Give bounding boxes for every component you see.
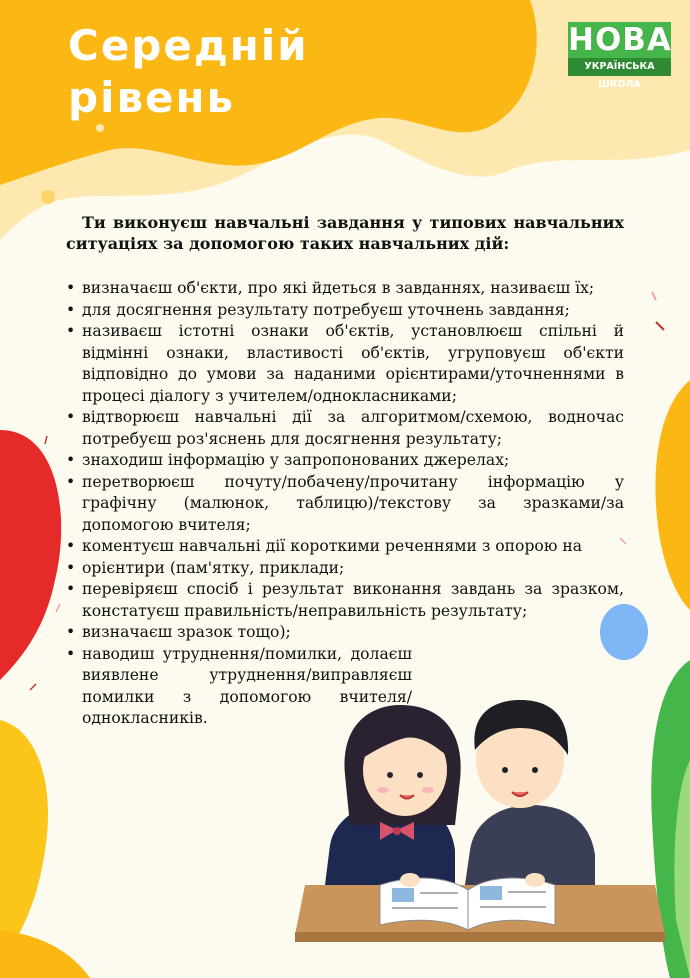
list-item: • перетворюєш почуту/побачену/прочитану інформацію у графічну (малюнок, таблицю)/текстову за зразками/за допомогою вчителя;	[66, 472, 624, 537]
list-item: • визначаєш зразок тощо);	[66, 622, 624, 644]
hand	[525, 873, 545, 887]
accent-stroke	[652, 292, 656, 300]
orange-right-blob	[655, 380, 690, 610]
list-item: • наводиш утруднення/помилки, долаєш виявлене утруднення/виправляєш помилки з допомогою вчителя/однокласників.	[66, 644, 412, 730]
list-item: • знаходиш інформацію у запропонованих джерелах;	[66, 450, 624, 472]
intro-text: Ти виконуєш навчальні завдання у типових навчальних ситуаціях за допомогою таких навчальних дій:	[66, 213, 624, 253]
girl-cheek	[422, 787, 434, 793]
list-item: • коментуєш навчальні дії короткими реченнями з опорою на	[66, 536, 624, 558]
boy-eye	[532, 767, 538, 773]
accent-stroke	[45, 436, 47, 444]
red-blob	[0, 430, 61, 680]
girl-eye	[387, 772, 393, 778]
book-picture	[480, 886, 502, 900]
list-item: • для досягнення результату потребуєш уточнень завдання;	[66, 300, 624, 322]
girl-mouth	[400, 795, 414, 799]
book-picture	[392, 888, 414, 902]
boy-body	[465, 805, 595, 885]
main-content	[66, 212, 624, 730]
list-item: • відтворюєш навчальні дії за алгоритмом/схемою, водночас потребуєш роз'яснень для досягнення результату;	[66, 407, 624, 450]
table-edge	[295, 932, 665, 942]
list-item: • орієнтири (пам'ятку, приклади;	[66, 558, 624, 580]
page-title-line1: Середній	[68, 21, 309, 70]
page-title-line2: рівень	[68, 73, 236, 122]
girl-bow-knot	[393, 827, 401, 835]
list-item: • називаєш істотні ознаки об'єктів, установлюєш спільні й відмінні ознаки, властивості об'єктів, угруповуєш об'єкти відповідно до умови за наданими орієнтирами/уточненнями в процесі діалогу з учителем/однокласниками;	[66, 321, 624, 407]
accent-stroke	[56, 604, 60, 612]
list-item: • визначаєш об'єкти, про які йдеться в завданнях, називаєш їх;	[66, 278, 624, 300]
orange-bottom-blob	[0, 930, 90, 978]
logo-bottom-text: УКРАЇНСЬКА ШКОЛА	[568, 58, 671, 76]
girl-eye	[417, 772, 423, 778]
accent-stroke	[656, 322, 664, 330]
hand	[400, 873, 420, 887]
students-reading-icon	[295, 700, 665, 942]
yellow-left-blob	[0, 720, 48, 960]
boy-eye	[502, 767, 508, 773]
logo-top-text: НОВА	[568, 22, 672, 58]
accent-stroke	[30, 684, 36, 690]
actions-list	[66, 278, 624, 730]
dot	[96, 124, 104, 132]
page-title	[68, 20, 309, 124]
girl-cheek	[377, 787, 389, 793]
list-item: • перевіряєш спосіб і результат виконання завдань за зразком, констатуєш правильність/неправильність результату;	[66, 579, 624, 622]
nus-logo	[568, 22, 672, 90]
dot	[41, 190, 55, 204]
